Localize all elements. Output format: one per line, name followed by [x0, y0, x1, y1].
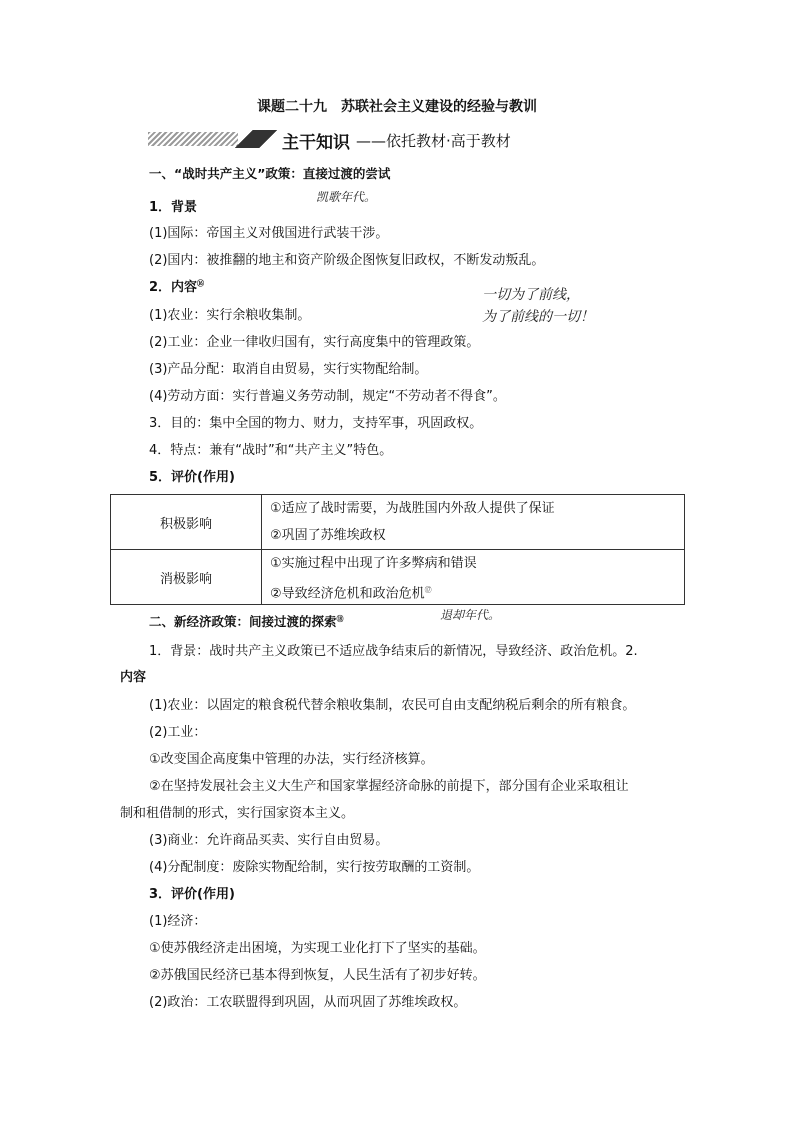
table-cell-line: ②巩固了苏维埃政权: [270, 528, 386, 543]
handwritten-note: 一切为了前线，: [482, 287, 580, 303]
text-line: 4．特点：兼有“战时”和“共产主义”特色。: [149, 443, 393, 458]
table-cell-text: ②导致经济危机和政治危机: [270, 586, 425, 602]
table-row: [111, 495, 685, 550]
text-line: (3)产品分配：取消自由贸易，实行实物配给制。: [149, 362, 428, 377]
section1-eval-title: 5．评价(作用): [149, 470, 235, 485]
text-line: (3)商业：允许商品买卖、实行自由贸易。: [149, 833, 389, 848]
text-line: (2)国内：被推翻的地主和资产阶级企图恢复旧政权，不断发动叛乱。: [149, 253, 545, 268]
text-line: (2)工业：: [149, 725, 207, 740]
handwritten-note: 为了前线的一切！: [482, 309, 594, 325]
banner-slash: [234, 130, 278, 148]
table-row: [111, 550, 685, 605]
handwritten-note: 凯歌年代。: [316, 190, 377, 204]
section2-heading-text: 二、新经济政策：间接过渡的探索: [149, 614, 337, 629]
table-row-label: 消极影响: [111, 550, 262, 605]
text-line: ②苏俄国民经济已基本得到恢复，人民生活有了初步好转。: [149, 968, 486, 983]
table-row-label: 积极影响: [111, 495, 262, 550]
banner-heading: 主干知识: [282, 133, 350, 153]
table-cell: [262, 550, 685, 605]
footnote-mark: ⑱: [336, 614, 344, 623]
text-line: (1)经济：: [149, 914, 207, 929]
table-cell-line: [262, 577, 684, 604]
banner-subheading: ——依托教材·高于教材: [356, 132, 511, 150]
text-line: (4)分配制度：废除实物配给制，实行按劳取酬的工资制。: [149, 860, 480, 875]
evaluation-table: [110, 494, 685, 605]
text-line: ①改变国企高度集中管理的办法，实行经济核算。: [149, 752, 434, 767]
section2-content-title: 内容: [120, 670, 147, 685]
section2-heading: [149, 612, 344, 630]
text-line: (4)劳动方面：实行普遍义务劳动制，规定“不劳动者不得食”。: [149, 389, 506, 404]
text-line: 1．背景：战时共产主义政策已不适应战争结束后的新情况，导致经济、政治危机。2.: [149, 644, 638, 659]
text-line: 3．目的：集中全国的物力、财力，支持军事，巩固政权。: [149, 416, 483, 431]
section2-eval-title: 3．评价(作用): [149, 887, 235, 902]
text-line: (1)农业：实行余粮收集制。: [149, 308, 311, 323]
text-line: (2)政治：工农联盟得到巩固，从而巩固了苏维埃政权。: [149, 995, 467, 1010]
section1-content-title: [149, 276, 204, 295]
text-line: ①使苏俄经济走出困境，为实现工业化打下了坚实的基础。: [149, 941, 486, 956]
banner-stripes: [148, 132, 238, 146]
footnote-mark: ⑰: [424, 586, 432, 594]
table-cell-line: ①适应了战时需要，为战胜国内外敌人提供了保证: [270, 501, 555, 516]
footnote-mark: ⑯: [197, 279, 205, 288]
text-line: 制和租借制的形式，实行国家资本主义。: [120, 806, 355, 821]
text-line: ②在坚持发展社会主义大生产和国家掌握经济命脉的前提下，部分国有企业采取租让: [149, 779, 629, 794]
page-title: 课题二十九 苏联社会主义建设的经验与教训: [257, 99, 537, 115]
content-title-text: 2．内容: [149, 280, 198, 295]
section1-heading: 一、“战时共产主义”政策：直接过渡的尝试: [149, 166, 391, 181]
table-cell-line: ①实施过程中出现了许多弊病和错误: [270, 556, 477, 571]
text-line: (1)农业：以固定的粮食税代替余粮收集制，农民可自由支配纳税后剩余的所有粮食。: [149, 698, 636, 713]
section1-background-title: 1．背景: [149, 200, 198, 215]
text-line: (2)工业：企业一律收归国有，实行高度集中的管理政策。: [149, 335, 480, 350]
handwritten-note: 退却年代。: [440, 608, 501, 622]
table-cell: [262, 495, 685, 550]
section-banner: [148, 128, 568, 154]
text-line: (1)国际：帝国主义对俄国进行武装干涉。: [149, 226, 389, 241]
